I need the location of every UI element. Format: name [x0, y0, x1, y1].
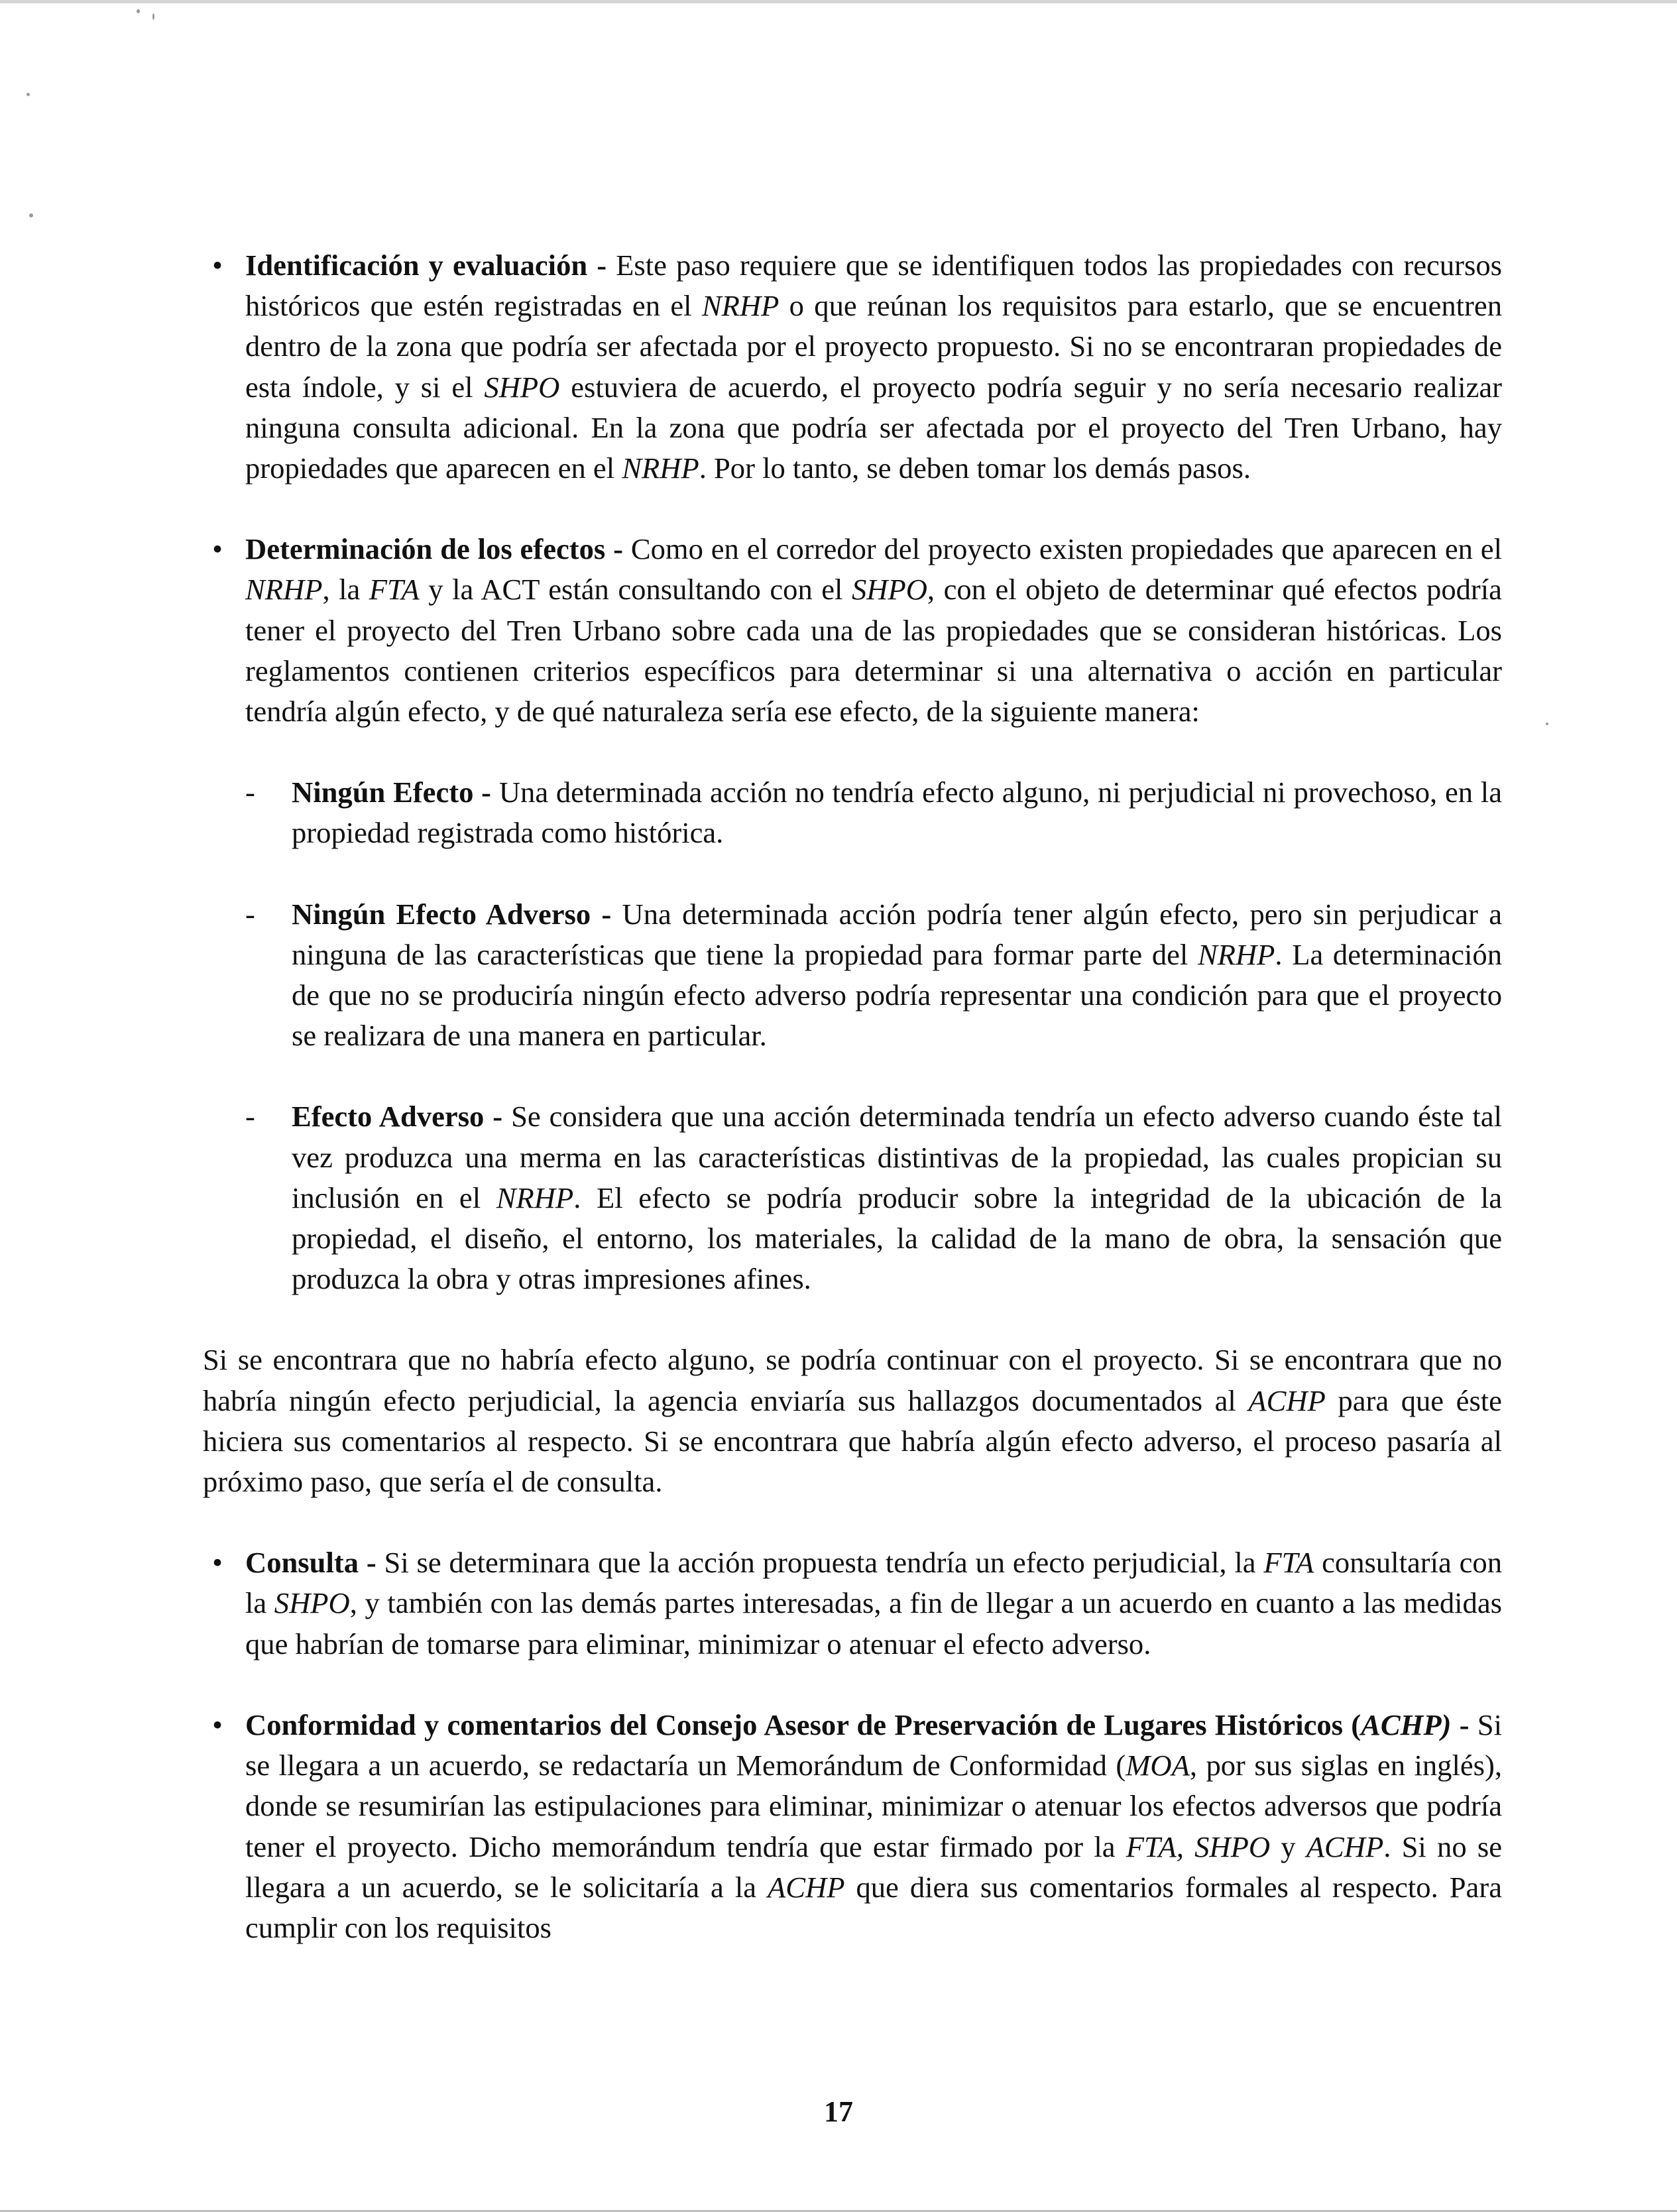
scan-speck [29, 213, 33, 217]
bullet-title: Consulta [245, 1546, 359, 1580]
abbr-achp: ACHP) [1361, 1708, 1452, 1741]
bullet-marker: • [212, 1708, 223, 1741]
bullet-marker: • [212, 1546, 223, 1580]
abbr-achp: ACHP [1248, 1383, 1326, 1417]
dash-marker: - [245, 776, 255, 809]
abbr-nrhp: NRHP [1197, 937, 1275, 971]
bullet-determinacion: • Determinación de los efectos - Como en el corredor del proyecto existen propiedades que aparecen en el NRHP, la FTA y la ACT están consultando con el SHPO, con el objeto de determinar qué efectos podría tener el proyecto del Tren Urbano sobre cada una de las propiedades que se consideran históricas. Los reglamentos contienen criterios específicos para determinar si una alternativa o acción en particular tendría algún efecto, y de qué naturaleza sería ese efecto, de la siguiente manera: [203, 529, 1502, 732]
abbr-fta: FTA [1263, 1546, 1314, 1580]
scan-top-edge [0, 0, 1677, 3]
summary-paragraph: Si se encontrara que no habría efecto alguno, se podría continuar con el proyecto. Si se encontrara que no habría ningún efecto perjudicial, la agencia enviaría sus hallazgos documentados al ACHP para que éste hiciera sus comentarios al respecto. Si se encontrara que habría algún efecto adverso, el proceso pasaría al próximo paso, que sería el de consulta. [203, 1343, 1502, 1499]
bullet-conformidad: • Conformidad y comentarios del Consejo Asesor de Preservación de Lugares Históricos (ACHP) - Si se llegara a un acuerdo, se redactaría un Memorándum de Conformidad (MOA, por sus siglas en inglés), donde se resumirían las estipulaciones para eliminar, minimizar o atenuar los efectos adversos que podría tener el proyecto. Dicho memorándum tendría que estar firmado por la FTA, SHPO y ACHP. Si no se llegara a un acuerdo, se le solicitaría a la ACHP que diera sus comentarios formales al respecto. Para cumplir con los requisitos [203, 1705, 1502, 1948]
effect-title: Ningún Efecto Adverso [292, 897, 591, 931]
dash-marker: - [245, 897, 255, 931]
abbr-nrhp: NRHP [245, 573, 323, 607]
page-number: 17 [824, 2095, 853, 2128]
dash-marker: - [245, 1100, 255, 1134]
effect-title: Ningún Efecto [292, 776, 474, 809]
bullet-consulta: • Consulta - Si se determinara que la acción propuesta tendría un efecto perjudicial, la FTA consultaría con la SHPO, y también con las demás partes interesadas, a fin de llegar a un acuerdo en cuanto a las medidas que habrían de tomarse para eliminar, minimizar o atenuar el efecto adverso. [203, 1543, 1502, 1664]
bullet-title: Identificación y evaluación [245, 249, 588, 282]
effect-ningun-efecto-adverso: - Ningún Efecto Adverso - Una determinada acción podría tener algún efecto, pero sin perjudicar a ninguna de las características que tiene la propiedad para formar parte del NRHP. La determinación de que no se produciría ningún efecto adverso podría representar una condición para que el proyecto se realizara de una manera en particular. [203, 894, 1502, 1057]
abbr-nrhp: NRHP [496, 1181, 574, 1214]
abbr-nrhp: NRHP [701, 289, 780, 323]
scan-speck [1546, 723, 1548, 725]
abbr-shpo: SHPO [484, 370, 560, 404]
abbr-shpo: SHPO [1194, 1830, 1271, 1863]
abbr-fta: FTA [1126, 1830, 1177, 1863]
abbr-achp: ACHP [768, 1870, 845, 1904]
bullet-marker: • [212, 532, 223, 566]
bullet-title: Determinación de los efectos [245, 532, 606, 566]
scan-speck [137, 9, 140, 13]
effect-efecto-adverso: - Efecto Adverso - Se considera que una acción determinada tendría un efecto adverso cuando éste tal vez produzca una merma en las características distintivas de la propiedad, las cuales propician su inclusión en el NRHP. El efecto se podría producir sobre la integridad de la ubicación de la propiedad, el diseño, el entorno, los materiales, la calidad de la mano de obra, la sensación que produzca la obra y otras impresiones afines. [203, 1096, 1502, 1299]
bullet-title: Conformidad y comentarios del Consejo Asesor de Preservación de Lugares Históricos ( [245, 1708, 1361, 1741]
effect-title: Efecto Adverso [292, 1100, 485, 1134]
abbr-fta: FTA [369, 573, 420, 607]
abbr-shpo: SHPO [274, 1586, 350, 1620]
bullet-identificacion: • Identificación y evaluación - Este paso requiere que se identifiquen todos las propiedades con recursos históricos que estén registradas en el NRHP o que reúnan los requisitos para estarlo, que se encuentren dentro de la zona que podría ser afectada por el proyecto propuesto. Si no se encontraran propiedades de esta índole, y si el SHPO estuviera de acuerdo, el proyecto podría seguir y no sería necesario realizar ninguna consulta adicional. En la zona que podría ser afectada por el proyecto del Tren Urbano, hay propiedades que aparecen en el NRHP. Por lo tanto, se deben tomar los demás pasos. [203, 245, 1502, 489]
abbr-nrhp: NRHP [622, 451, 699, 485]
bullet-marker: • [212, 249, 223, 282]
scan-speck [27, 93, 30, 96]
abbr-shpo: SHPO [851, 573, 927, 607]
abbr-moa: MOA [1126, 1749, 1190, 1782]
abbr-achp: ACHP [1306, 1830, 1384, 1863]
scan-speck [152, 13, 154, 20]
page-body [203, 245, 1502, 1948]
effect-ningun-efecto: - Ningún Efecto - Una determinada acción no tendría efecto alguno, ni perjudicial ni provechoso, en la propiedad registrada como histórica. [203, 772, 1502, 853]
